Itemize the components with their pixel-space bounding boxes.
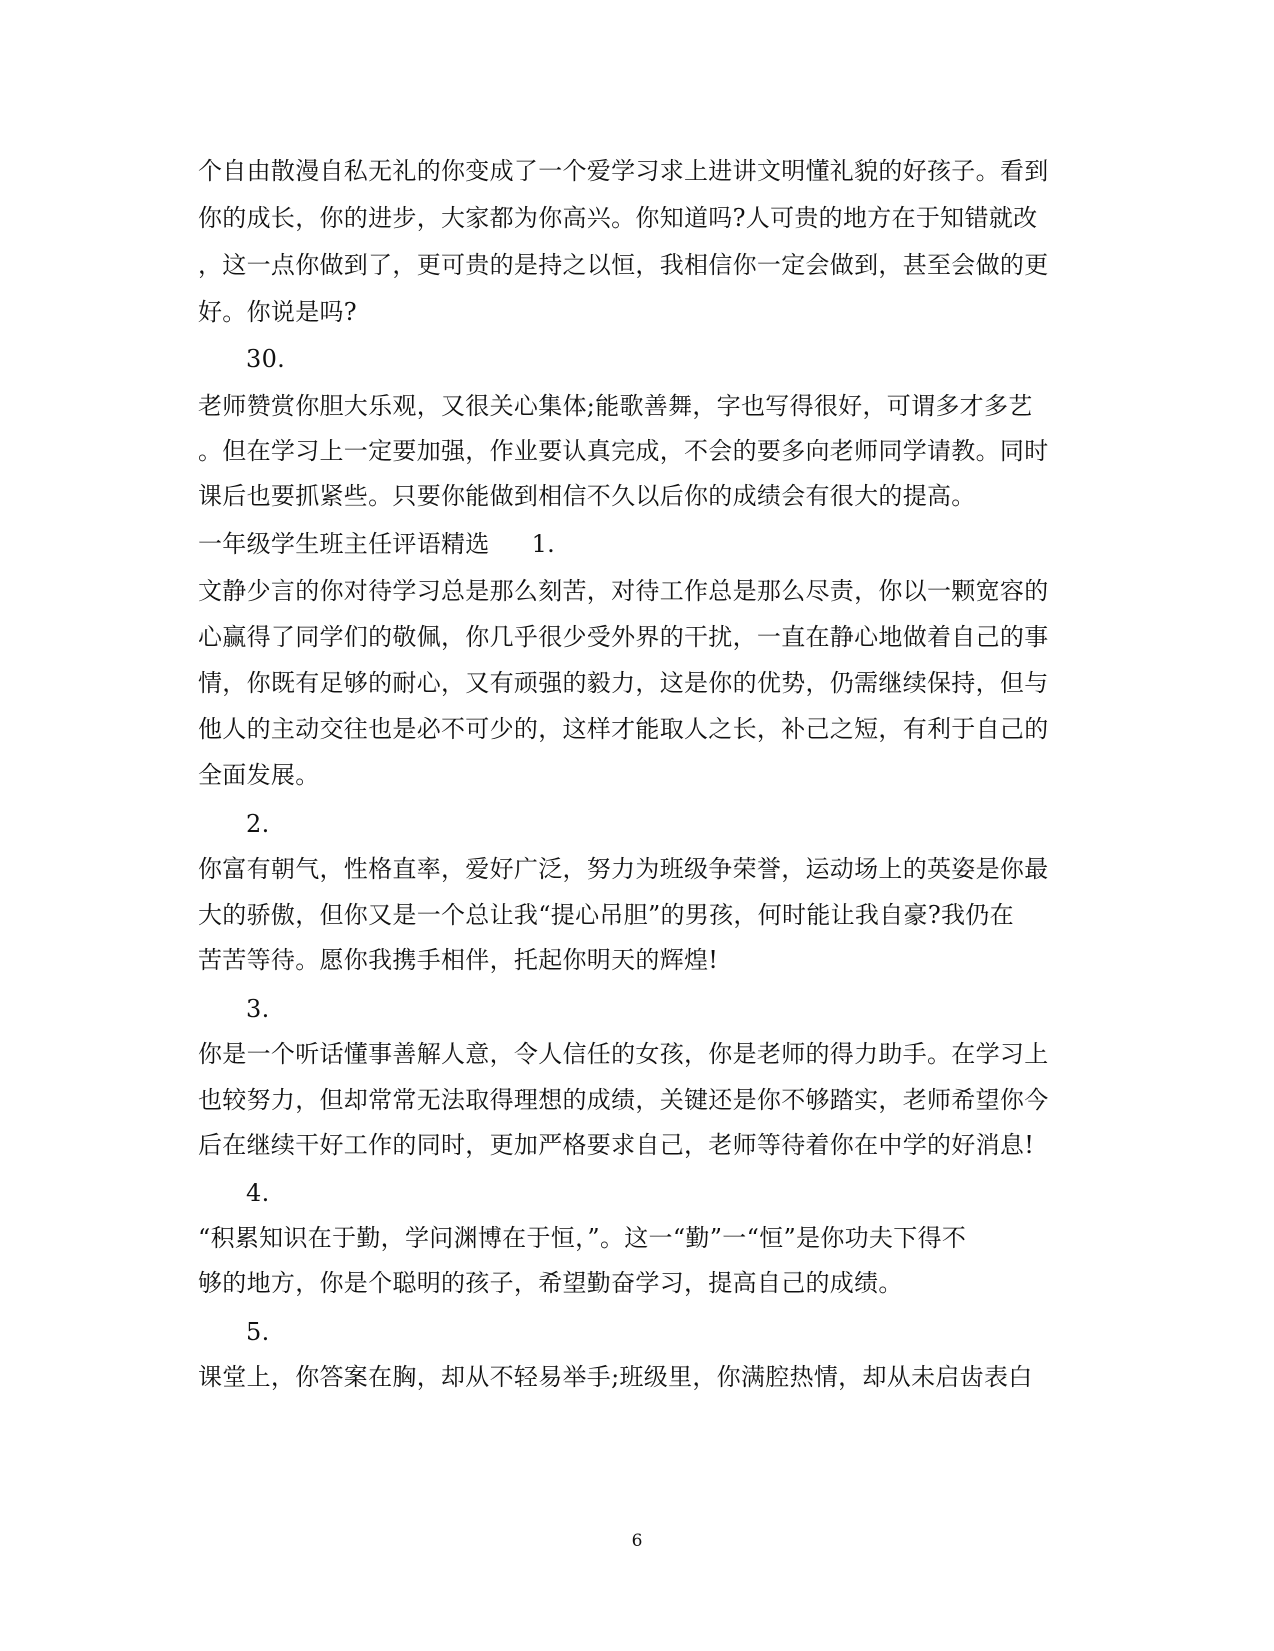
- text-line: 个自由散漫自私无礼的你变成了一个爱学习求上进讲文明懂礼貌的好孩子。看到: [198, 157, 1049, 185]
- section-heading: [198, 528, 1078, 560]
- item-number: 4.: [246, 1179, 270, 1207]
- text-line: 后在继续干好工作的同时，更加严格要求自己，老师等待着你在中学的好消息!: [198, 1131, 1035, 1159]
- section-heading-text: 一年级学生班主任评语精选: [198, 530, 490, 558]
- text-line: 你是一个听话懂事善解人意，令人信任的女孩，你是老师的得力助手。在学习上: [198, 1040, 1049, 1068]
- text-line: 好。你说是吗?: [198, 298, 357, 326]
- text-line: 情，你既有足够的耐心，又有顽强的毅力，这是你的优势，仍需继续保持，但与: [198, 669, 1049, 697]
- text-line: 。但在学习上一定要加强，作业要认真完成，不会的要多向老师同学请教。同时: [198, 437, 1049, 465]
- text-line: 老师赞赏你胆大乐观，又很关心集体;能歌善舞，字也写得很好，可谓多才多艺: [198, 392, 1033, 420]
- text-line: 苦苦等待。愿你我携手相伴，托起你明天的辉煌!: [198, 946, 719, 974]
- text-line: 也较努力，但却常常无法取得理想的成绩，关键还是你不够踏实，老师希望你今: [198, 1086, 1049, 1114]
- text-line: 他人的主动交往也是必不可少的，这样才能取人之长，补己之短，有利于自己的: [198, 715, 1049, 743]
- text-line: 你富有朝气，性格直率，爱好广泛，努力为班级争荣誉，运动场上的英姿是你最: [198, 855, 1049, 883]
- text-line: 课后也要抓紧些。只要你能做到相信不久以后你的成绩会有很大的提高。: [198, 482, 976, 510]
- text-line: 心赢得了同学们的敬佩，你几乎很少受外界的干扰，一直在静心地做着自己的事: [198, 623, 1049, 651]
- text-line: 课堂上，你答案在胸，却从不轻易举手;班级里，你满腔热情，却从未启齿表白: [198, 1363, 1033, 1391]
- text-line: ，这一点你做到了，更可贵的是持之以恒，我相信你一定会做到，甚至会做的更: [198, 251, 1049, 279]
- item-number: 3.: [246, 995, 270, 1023]
- item-number: 30.: [246, 345, 286, 373]
- text-line: 大的骄傲，但你又是一个总让我“提心吊胆”的男孩，何时能让我自豪?我仍在: [198, 901, 1014, 929]
- text-line: 够的地方，你是个聪明的孩子，希望勤奋学习，提高自己的成绩。: [198, 1269, 903, 1297]
- text-line: 你的成长，你的进步，大家都为你高兴。你知道吗?人可贵的地方在于知错就改: [198, 204, 1038, 232]
- page-number: 6: [631, 1531, 643, 1551]
- text-line: 全面发展。: [198, 761, 320, 789]
- item-number: 1.: [531, 530, 556, 558]
- text-line: 文静少言的你对待学习总是那么刻苦，对待工作总是那么尽责，你以一颗宽容的: [198, 577, 1049, 605]
- item-number: 2.: [246, 810, 270, 838]
- item-number: 5.: [246, 1318, 270, 1346]
- text-line: “积累知识在于勤，学问渊博在于恒，”。这一“勤”一“恒”是你功夫下得不: [198, 1224, 967, 1252]
